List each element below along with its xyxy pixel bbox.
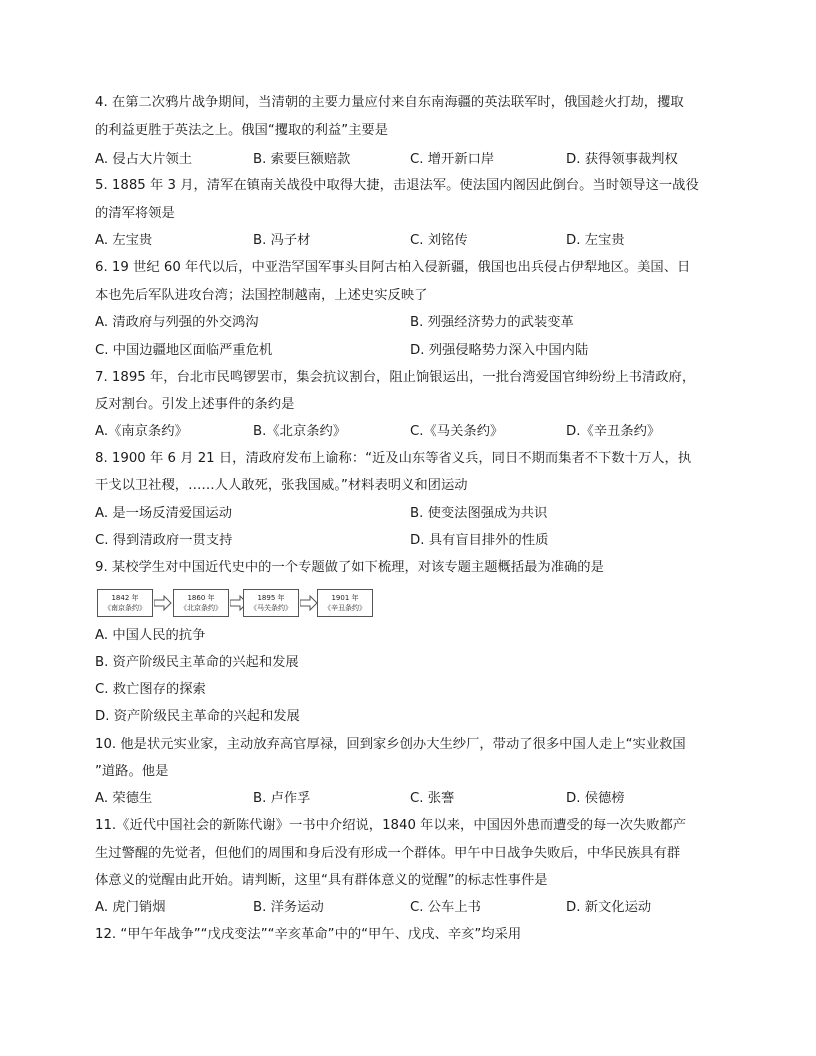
- question-6-line-2: 本也先后军队进攻台湾；法国控制越南，上述史实反映了: [95, 288, 428, 303]
- question-4-option-c: C. 增开新口岸: [410, 152, 495, 167]
- question-7-line-1: 7. 1895 年，台北市民鸣锣罢市，集会抗议割台，阻止饷银运出，一批台湾爱国官绅纷纷上书清政府，: [95, 370, 696, 385]
- timeline-treaty: 《北京条约》: [180, 604, 222, 612]
- timeline-treaty: 《马关条约》: [250, 604, 292, 612]
- question-4-option-d: D. 获得领事裁判权: [566, 152, 678, 167]
- timeline-treaty: 《辛丑条约》: [324, 604, 366, 612]
- question-9-option-d: D. 资产阶级民主革命的兴起和发展: [95, 709, 300, 724]
- timeline-year: 1860 年: [187, 594, 215, 602]
- question-10-line-1: 10. 他是状元实业家，主动放弃高官厚禄，回到家乡创办大生纱厂，带动了很多中国人走上“实业救国: [95, 737, 686, 752]
- question-5-option-b: B. 冯子材: [253, 233, 311, 248]
- question-5-option-c: C. 刘铭传: [410, 233, 468, 248]
- question-5-option-d: D. 左宝贵: [566, 233, 625, 248]
- question-10-option-a: A. 荣德生: [95, 791, 153, 806]
- question-4-line-2: 的利益更胜于英法之上。俄国“攫取的利益”主要是: [95, 123, 389, 138]
- question-5-line-2: 的清军将领是: [95, 206, 175, 221]
- question-8-line-2: 干戈以卫社稷，……人人敢死，张我国威。”材料表明义和团运动: [95, 478, 468, 493]
- question-11-option-c: C. 公车上书: [410, 900, 481, 915]
- treaty-timeline-diagram: [97, 586, 377, 622]
- question-12-line-1: 12. “甲午年战争”“戊戌变法”“辛亥革命”中的“甲午、戊戌、辛亥”均采用: [95, 927, 522, 942]
- question-11-option-d: D. 新文化运动: [566, 900, 652, 915]
- question-10-option-b: B. 卢作孚: [253, 791, 311, 806]
- question-9-line-1: 9. 某校学生对中国近代史中的一个专题做了如下梳理，对该专题主题概括最为准确的是: [95, 560, 604, 575]
- question-6-option-b: B. 列强经济势力的武装变革: [410, 315, 574, 330]
- timeline-year: 1842 年: [111, 594, 139, 602]
- question-7-option-b: B.《北京条约》: [253, 424, 347, 439]
- question-8-line-1: 8. 1900 年 6 月 21 日，清政府发布上谕称：“近及山东等省义兵，同日不期而集者不下数十万人，执: [95, 451, 692, 466]
- question-10-option-d: D. 侯德榜: [566, 791, 625, 806]
- question-9-option-a: A. 中国人民的抗争: [95, 628, 206, 643]
- question-10-option-c: C. 张謇: [410, 791, 455, 806]
- timeline-box-1: [97, 589, 153, 617]
- question-11-option-a: A. 虎门销烟: [95, 900, 166, 915]
- question-8-option-b: B. 使变法图强成为共识: [410, 506, 548, 521]
- question-6-line-1: 6. 19 世纪 60 年代以后，中亚浩罕国军事头目阿古柏入侵新疆，俄国也出兵侵占伊犁地区。美国、日: [95, 260, 691, 275]
- question-6-option-d: D. 列强侵略势力深入中国内陆: [410, 343, 589, 358]
- question-8-option-c: C. 得到清政府一贯支持: [95, 533, 233, 548]
- question-9-option-c: C. 救亡图存的探索: [95, 682, 206, 697]
- question-10-line-2: ”道路。他是: [95, 764, 169, 779]
- question-7-option-d: D.《辛丑条约》: [566, 424, 661, 439]
- question-4-option-a: A. 侵占大片领土: [95, 152, 193, 167]
- timeline-year: 1895 年: [257, 594, 285, 602]
- question-6-option-c: C. 中国边疆地区面临严重危机: [95, 343, 273, 358]
- question-11-option-b: B. 洋务运动: [253, 900, 324, 915]
- timeline-treaty: 《南京条约》: [104, 604, 146, 612]
- question-7-option-a: A.《南京条约》: [95, 424, 188, 439]
- question-4-line-1: 4. 在第二次鸦片战争期间，当清朝的主要力量应付来自东南海疆的英法联军时，俄国趁火打劫，攫取: [95, 95, 684, 110]
- question-5-option-a: A. 左宝贵: [95, 233, 153, 248]
- question-6-option-a: A. 清政府与列强的外交鸿沟: [95, 315, 259, 330]
- timeline-box-4: [317, 589, 373, 617]
- question-7-line-2: 反对割台。引发上述事件的条约是: [95, 397, 295, 412]
- timeline-year: 1901 年: [331, 594, 359, 602]
- right-arrow-icon: [300, 595, 318, 611]
- question-7-option-c: C.《马关条约》: [410, 424, 504, 439]
- question-4-option-b: B. 索要巨额赔款: [253, 152, 351, 167]
- question-8-option-a: A. 是一场反清爱国运动: [95, 506, 232, 521]
- question-5-line-1: 5. 1885 年 3 月，清军在镇南关战役中取得大捷，击退法军。使法国内阁因此倒台。当时领导这一战役: [95, 178, 699, 193]
- question-11-line-2: 生过警醒的先觉者，但他们的周围和身后没有形成一个群体。甲午中日战争失败后，中华民族具有群: [95, 846, 681, 861]
- question-9-option-b: B. 资产阶级民主革命的兴起和发展: [95, 655, 299, 670]
- timeline-box-2: [173, 589, 229, 617]
- question-11-line-1: 11.《近代中国社会的新陈代谢》一书中介绍说，1840 年以来，中国因外患而遭受的每一次失败都产: [95, 818, 687, 833]
- question-11-line-3: 体意义的觉醒由此开始。请判断，这里“具有群体意义的觉醒”的标志性事件是: [95, 873, 548, 888]
- question-8-option-d: D. 具有盲目排外的性质: [410, 533, 549, 548]
- timeline-box-3: [243, 589, 299, 617]
- right-arrow-icon: [154, 595, 172, 611]
